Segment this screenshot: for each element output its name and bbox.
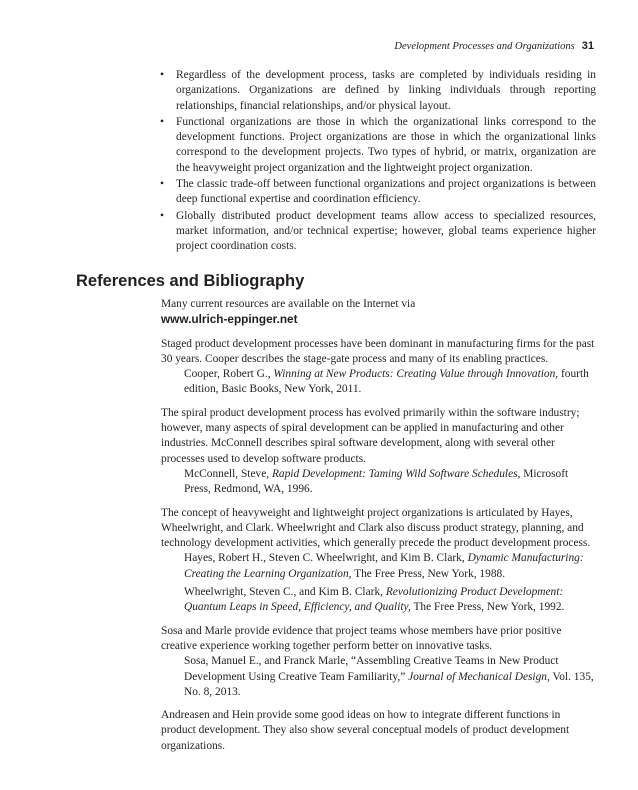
bullet-item	[160, 115, 596, 176]
section-heading: References and Bibliography	[76, 272, 305, 290]
citation-publisher: The Free Press, New York, 1988.	[351, 567, 506, 580]
citation-authors: Sosa, Manuel E., and Franck Marle, “Assembling Creative Teams in New Product Development Using Creative Team Familiarity,”	[184, 655, 559, 683]
citation-title: Revolutionizing Product Development: Quantum Leaps in Speed, Efficiency, and Quality,	[184, 586, 564, 614]
reference-description: Andreasen and Hein provide some good ideas on how to integrate different functions in product development. They also show several conceptual models of product development organizations.	[161, 709, 570, 752]
reference-description: Staged product development processes have been dominant in manufacturing firms for the past 30 years. Cooper describes the stage-gate process and many of its enabling practices.	[161, 337, 595, 365]
citation	[161, 551, 597, 582]
running-header	[394, 40, 594, 52]
bullet-text: Functional organizations are those in which the organizational links correspond to the development functions. Project organizations are those in which the organizational links correspond to the development projects. Two types of hybrid, or matrix, organization are the heavyweight project organization and the lightweight project organization.	[176, 115, 596, 174]
reference-group-stage-gate	[161, 337, 597, 398]
page-number: 31	[581, 40, 594, 52]
bullet-item	[160, 68, 596, 114]
bullet-text: The classic trade-off between functional organizations and project organizations is between deep functional expertise and coordination efficiency.	[176, 178, 596, 206]
citation-publisher: Microsoft Press, Redmond, WA, 1996.	[184, 467, 569, 496]
citation-title: Winning at New Products: Creating Value through Innovation,	[273, 368, 559, 381]
citation-publisher: fourth edition, Basic Books, New York, 2011.	[184, 368, 589, 396]
citation-title: Dynamic Manufacturing: Creating the Learning Organization,	[184, 552, 584, 580]
bullet-text: Regardless of the development process, tasks are completed by individuals residing in organizations. Organizations are defined by linking individuals through reporting relationships, financial relationships, and/or physical layout.	[176, 69, 596, 112]
summary-bullet-list	[160, 68, 596, 256]
intro-text: Many current resources are available on the Internet via	[161, 298, 416, 310]
bullet-item	[160, 209, 596, 255]
citation	[161, 654, 597, 700]
citation	[161, 467, 597, 498]
citation-title: Rapid Development: Taming Wild Software Schedules,	[271, 467, 521, 480]
citation-authors: Wheelwright, Steven C., and Kim B. Clark,	[184, 586, 386, 599]
citation-authors: McConnell, Steve,	[184, 467, 272, 480]
reference-group-spiral	[161, 406, 597, 498]
citation-authors: Hayes, Robert H., Steven C. Wheelwright, and Kim B. Clark,	[184, 552, 468, 565]
running-title: Development Processes and Organizations	[394, 41, 575, 52]
bullet-dot-icon: •	[160, 178, 164, 191]
bullet-dot-icon: •	[160, 115, 164, 128]
intro-paragraph	[161, 297, 597, 329]
bullet-dot-icon: •	[160, 209, 164, 222]
reference-group-integration	[161, 708, 597, 754]
reference-group-organizations	[161, 506, 597, 616]
citation-authors: Cooper, Robert G.,	[184, 368, 274, 381]
bullet-dot-icon: •	[160, 69, 164, 81]
citation-publisher: Vol. 135, No. 8, 2013.	[184, 670, 594, 698]
citation-publisher: The Free Press, New York, 1992.	[410, 601, 565, 614]
references-body	[161, 297, 597, 762]
reference-description: Sosa and Marle provide evidence that project teams whose members have prior positive creative experience working together perform better on innovative tasks.	[161, 624, 562, 652]
reference-group-creative-teams	[161, 624, 597, 700]
bullet-item	[160, 177, 596, 208]
citation	[161, 367, 597, 398]
reference-description: The concept of heavyweight and lightweight project organizations is articulated by Hayes, Wheelwright, and Clark. Wheelwright and Clark also discuss product strategy, planning, and technology development activities, which generally precede the product development process.	[161, 506, 591, 550]
citation	[161, 585, 597, 616]
citation-title: Journal of Mechanical Design,	[408, 670, 550, 683]
website-link[interactable]: www.ulrich-eppinger.net	[161, 312, 298, 327]
bullet-text: Globally distributed product development teams allow access to specialized resources, market information, and/or technical expertise; however, global teams experience higher project coordination costs.	[176, 209, 596, 253]
reference-description: The spiral product development process has evolved primarily within the software industry; however, many aspects of spiral development can be applied in manufacturing and other industries. McConnell describes spiral software development, along with several other processes used to develop software products.	[161, 406, 580, 465]
